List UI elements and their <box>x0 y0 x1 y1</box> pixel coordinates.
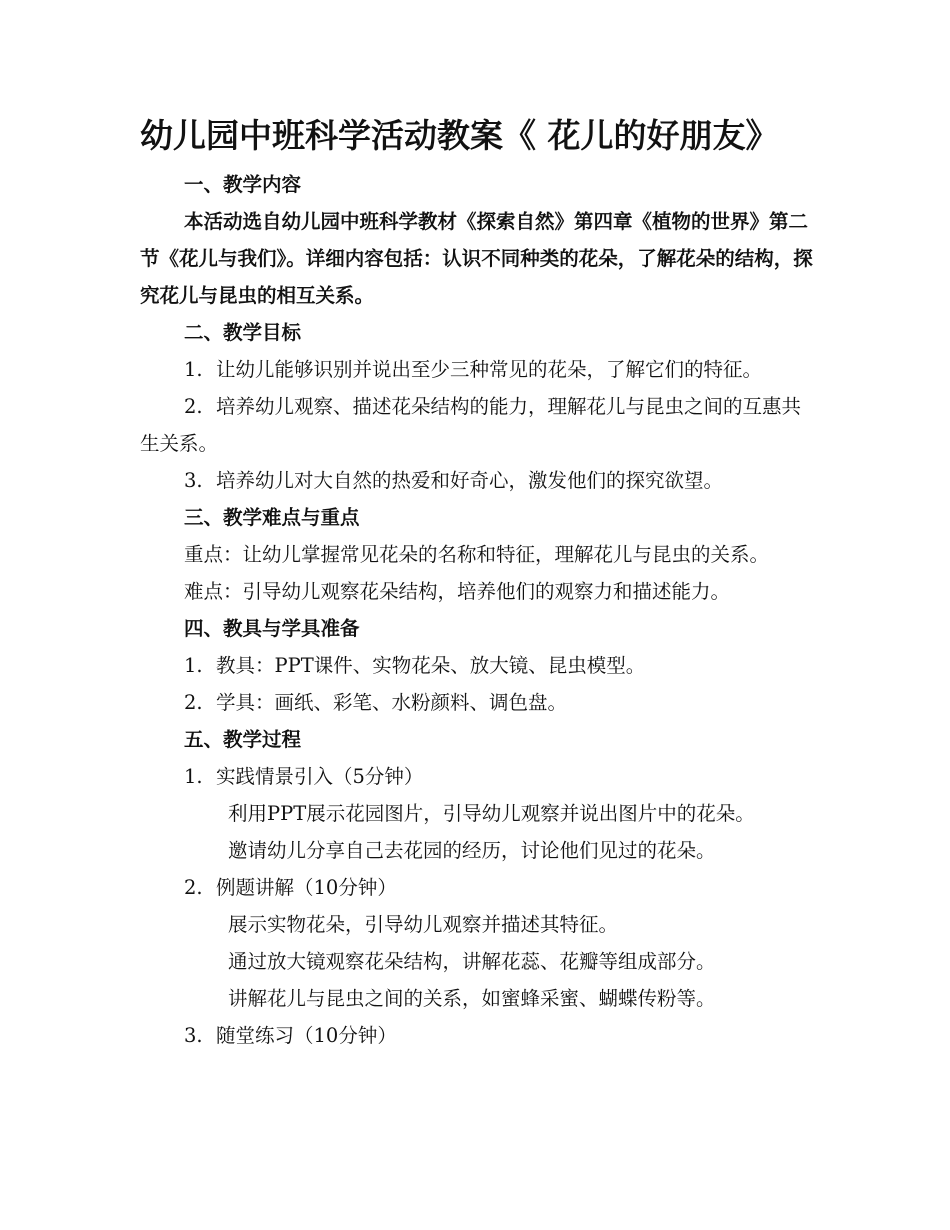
document-title: 幼儿园中班科学活动教案《 花儿的好朋友》 <box>140 116 779 155</box>
section-heading-materials: 四、教具与学具准备 <box>184 617 360 640</box>
process-step-number: 2. <box>184 876 203 899</box>
section-heading-process: 五、教学过程 <box>184 728 302 751</box>
process-step-title: 例题讲解（10分钟） <box>216 876 397 899</box>
section-heading-key-points: 三、教学难点与重点 <box>184 506 360 529</box>
goal-item-text: 让幼儿能够识别并说出至少三种常见的花朵，了解它们的特征。 <box>216 358 763 381</box>
goal-item-1 <box>140 351 820 388</box>
document-body <box>140 166 820 1054</box>
material-item-number: 1. <box>184 654 203 677</box>
process-step-2-title <box>140 869 820 906</box>
process-step-1-line-2: 邀请幼儿分享自己去花园的经历，讨论他们见过的花朵。 <box>228 839 716 862</box>
process-step-3-title <box>140 1017 820 1054</box>
material-item-1 <box>140 647 820 684</box>
goal-item-3 <box>140 462 820 499</box>
process-step-number: 3. <box>184 1024 203 1047</box>
material-item-number: 2. <box>184 691 203 714</box>
goal-item-number: 1. <box>184 358 203 381</box>
process-step-2-line-1: 展示实物花朵，引导幼儿观察并描述其特征。 <box>228 913 619 936</box>
process-step-2-line-3: 讲解花儿与昆虫之间的关系，如蜜蜂采蜜、蝴蝶传粉等。 <box>228 987 716 1010</box>
process-step-title: 随堂练习（10分钟） <box>216 1024 397 1047</box>
material-item-text: 教具：PPT课件、实物花朵、放大镜、昆虫模型。 <box>216 654 646 677</box>
process-step-title: 实践情景引入（5分钟） <box>216 765 424 788</box>
process-step-1-title <box>140 758 820 795</box>
content-paragraph: 本活动选自幼儿园中班科学教材《探索自然》第四章《植物的世界》第二节《花儿与我们》。详细内容包括：认识不同种类的花朵，了解花朵的结构，探究花儿与昆虫的相互关系。 <box>140 210 813 307</box>
key-difficulty-paragraph: 难点：引导幼儿观察花朵结构，培养他们的观察力和描述能力。 <box>184 580 731 603</box>
goal-item-2 <box>140 388 820 462</box>
goal-item-number: 3. <box>184 469 203 492</box>
section-heading-goals: 二、教学目标 <box>184 321 302 344</box>
goal-item-text: 培养幼儿对大自然的热爱和好奇心，激发他们的探究欲望。 <box>216 469 724 492</box>
section-heading-content: 一、教学内容 <box>184 173 302 196</box>
goal-item-text: 培养幼儿观察、描述花朵结构的能力，理解花儿与昆虫之间的互惠共生关系。 <box>140 395 802 455</box>
material-item-2 <box>140 684 820 721</box>
process-step-2-line-2: 通过放大镜观察花朵结构，讲解花蕊、花瓣等组成部分。 <box>228 950 716 973</box>
process-step-1-line-1: 利用PPT展示花园图片，引导幼儿观察并说出图片中的花朵。 <box>228 802 755 825</box>
process-step-number: 1. <box>184 765 203 788</box>
material-item-text: 学具：画纸、彩笔、水粉颜料、调色盘。 <box>216 691 568 714</box>
key-focus-paragraph: 重点：让幼儿掌握常见花朵的名称和特征，理解花儿与昆虫的关系。 <box>184 543 770 566</box>
goal-item-number: 2. <box>184 395 203 418</box>
